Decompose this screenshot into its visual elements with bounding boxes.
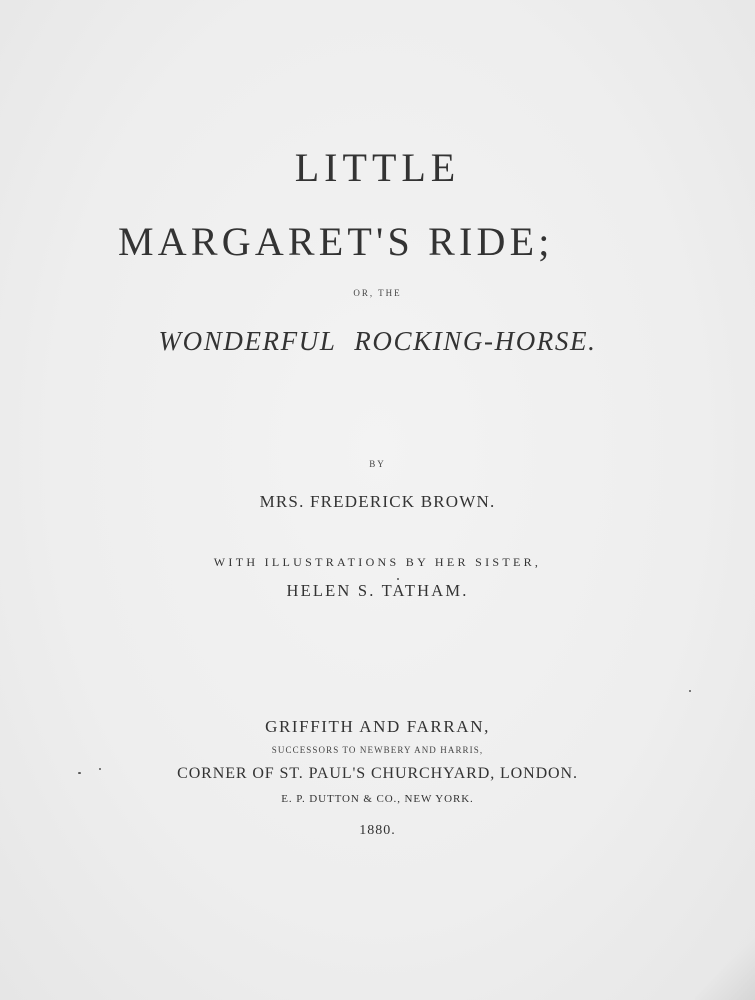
publisher-address: CORNER OF ST. PAUL'S CHURCHYARD, LONDON. bbox=[177, 765, 578, 782]
paper-speck bbox=[397, 578, 399, 580]
illustrator-name: HELEN S. TATHAM. bbox=[286, 581, 469, 600]
title-line-2: MARGARET'S RIDE; bbox=[118, 219, 554, 264]
paper-speck bbox=[689, 690, 691, 692]
subtitle: WONDERFUL ROCKING-HORSE. bbox=[158, 326, 597, 356]
illustrations-credit: WITH ILLUSTRATIONS BY HER SISTER, bbox=[213, 555, 542, 569]
author-name: MRS. FREDERICK BROWN. bbox=[259, 492, 496, 511]
title-line-1: LITTLE bbox=[294, 145, 461, 190]
publication-year: 1880. bbox=[359, 823, 396, 838]
publisher-name: GRIFFITH AND FARRAN, bbox=[265, 717, 490, 736]
publisher-successors: SUCCESSORS TO NEWBERY AND HARRIS, bbox=[271, 745, 484, 755]
paper-speck bbox=[78, 772, 81, 774]
co-publisher: E. P. DUTTON & CO., NEW YORK. bbox=[281, 793, 474, 805]
page-corner-shadow bbox=[695, 930, 755, 1000]
by-label: BY bbox=[369, 459, 386, 469]
paper-speck bbox=[99, 768, 101, 770]
or-the-label: OR, THE bbox=[353, 288, 402, 298]
